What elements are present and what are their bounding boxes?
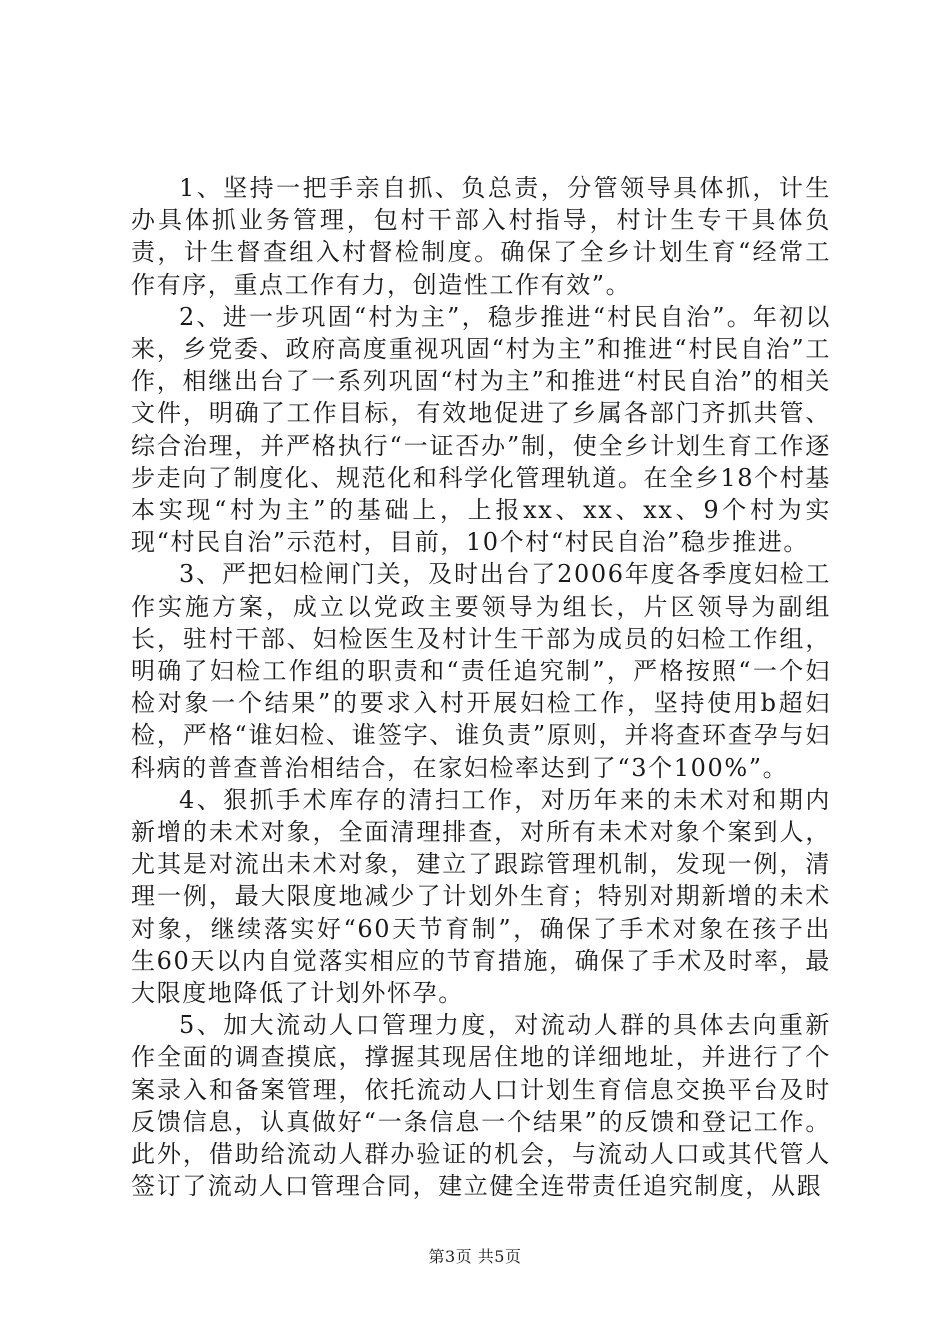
document-body [131, 172, 831, 1203]
paragraph-3: 3、严把妇检闸门关，及时出台了2006年度各季度妇检工作实施方案，成立以党政主要领导为组长，片区领导为副组长，驻村干部、妇检医生及村计生干部为成员的妇检工作组，明确了妇检工作组的职责和“责任追究制”，严格按照“一个妇检对象一个结果”的要求入村开展妇检工作，坚持使用b超妇检，严格“谁妇检、谁签字、谁负责”原则，并将查环查孕与妇科病的普查普治相结合，在家妇检率达到了“3个100%”。 [131, 560, 831, 782]
page-footer: 第3页 共5页 [428, 1247, 522, 1266]
paragraph-2: 2、进一步巩固“村为主”，稳步推进“村民自治”。年初以来，乡党委、政府高度重视巩固“村为主”和推进“村民自治”工作，相继出台了一系列巩固“村为主”和推进“村民自治”的相关文件，明确了工作目标，有效地促进了乡属各部门齐抓共管、综合治理，并严格执行“一证否办”制，使全乡计划生育工作逐步走向了制度化、规范化和科学化管理轨道。在全乡18个村基本实现“村为主”的基础上，上报xx、xx、xx、9个村为实现“村民自治”示范村，目前，10个村“村民自治”稳步推进。 [131, 302, 831, 557]
paragraph-5: 5、加大流动人口管理力度，对流动人群的具体去向重新作全面的调查摸底，撑握其现居住地的详细地址，并进行了个案录入和备案管理，依托流动人口计划生育信息交换平台及时反馈信息，认真做好“一条信息一个结果”的反馈和登记工作。此外，借助给流动人群办验证的机会，与流动人口或其代管人签订了流动人口管理合同，建立健全连带责任追究制度，从跟 [131, 1011, 831, 1201]
paragraph-4: 4、狠抓手术库存的清扫工作，对历年来的未术对和期内新增的未术对象，全面清理排查，对所有未术对象个案到人，尤其是对流出未术对象，建立了跟踪管理机制，发现一例，清理一例，最大限度地减少了计划外生育；特别对期新增的未术对象，继续落实好“60天节育制”，确保了手术对象在孩子出生60天以内自觉落实相应的节育措施，确保了手术及时率，最大限度地降低了计划外怀孕。 [131, 785, 831, 1008]
paragraph-1: 1、坚持一把手亲自抓、负总责，分管领导具体抓，计生办具体抓业务管理，包村干部入村指导，村计生专干具体负责，计生督查组入村督检制度。确保了全乡计划生育“经常工作有序，重点工作有力，创造性工作有效”。 [131, 174, 831, 299]
